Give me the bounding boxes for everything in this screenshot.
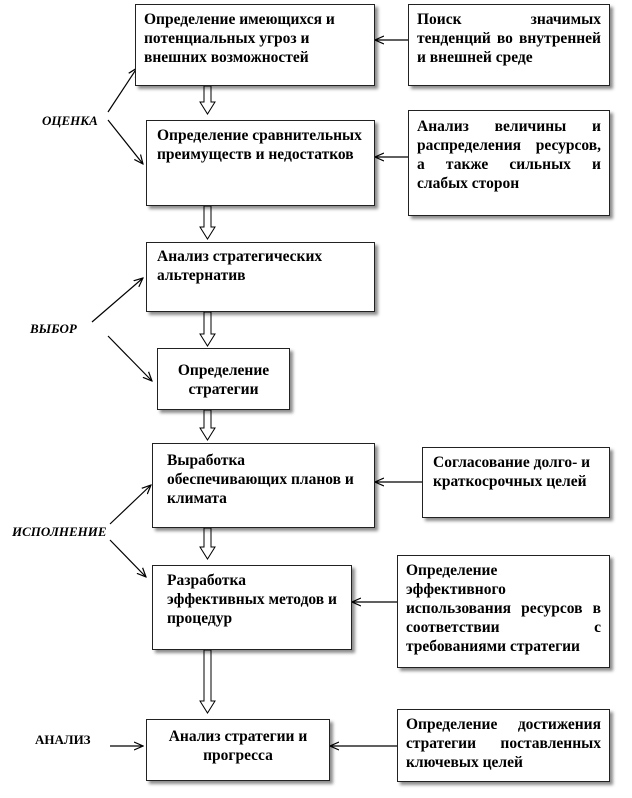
box-plans-climate: Выработка обеспечивающих планов и климата <box>152 443 375 528</box>
link-execution-up <box>110 485 151 524</box>
down-arrow-4 <box>200 410 215 440</box>
down-arrow-2 <box>200 206 215 239</box>
box-threats-opportunities: Определение имеющихся и потенциальных угроз и внешних возможностей <box>135 4 375 86</box>
link-choice-up <box>92 278 143 322</box>
stage-label-choice: ВЫБОР <box>30 321 77 336</box>
link-execution-down <box>110 540 146 577</box>
stage-label-analysis: АНАЛИЗ <box>35 732 91 747</box>
box-strategy-progress-analysis: Анализ стратегии и прогресса <box>146 719 330 781</box>
box-significant-trends: Поиск значимых тенденций во внутренней и внешней среде <box>408 4 610 86</box>
down-arrow-5 <box>200 528 215 559</box>
box-methods-procedures: Разработка эффективных методов и процедур <box>152 565 352 650</box>
link-choice-down <box>108 336 152 381</box>
down-arrow-6 <box>200 650 215 713</box>
box-resource-use: Определение эффективного использования ресурсов в соответствии с требованиями стратегии <box>397 555 610 668</box>
box-resources-analysis: Анализ величины и распределения ресурсов, а также сильных и слабых сторон <box>408 110 610 216</box>
box-key-goals: Определение достижения стратегии поставленных ключевых целей <box>397 709 610 782</box>
stage-label-execution: ИСПОЛНЕНИЕ <box>12 524 107 539</box>
box-goals-coordination: Согласование долго- и краткосрочных целей <box>422 447 610 518</box>
down-arrow-3 <box>200 312 215 346</box>
box-comparative-advantages: Определение сравнительных преимуществ и недостатков <box>146 120 375 206</box>
box-strategic-alternatives: Анализ стратегических альтернатив <box>146 242 375 312</box>
box-strategy-definition: Определение стратегии <box>157 348 290 410</box>
link-assessment-up <box>108 68 137 112</box>
down-arrow-1 <box>200 86 215 114</box>
link-assessment-down <box>108 120 143 164</box>
stage-label-assessment: ОЦЕНКА <box>42 113 98 128</box>
